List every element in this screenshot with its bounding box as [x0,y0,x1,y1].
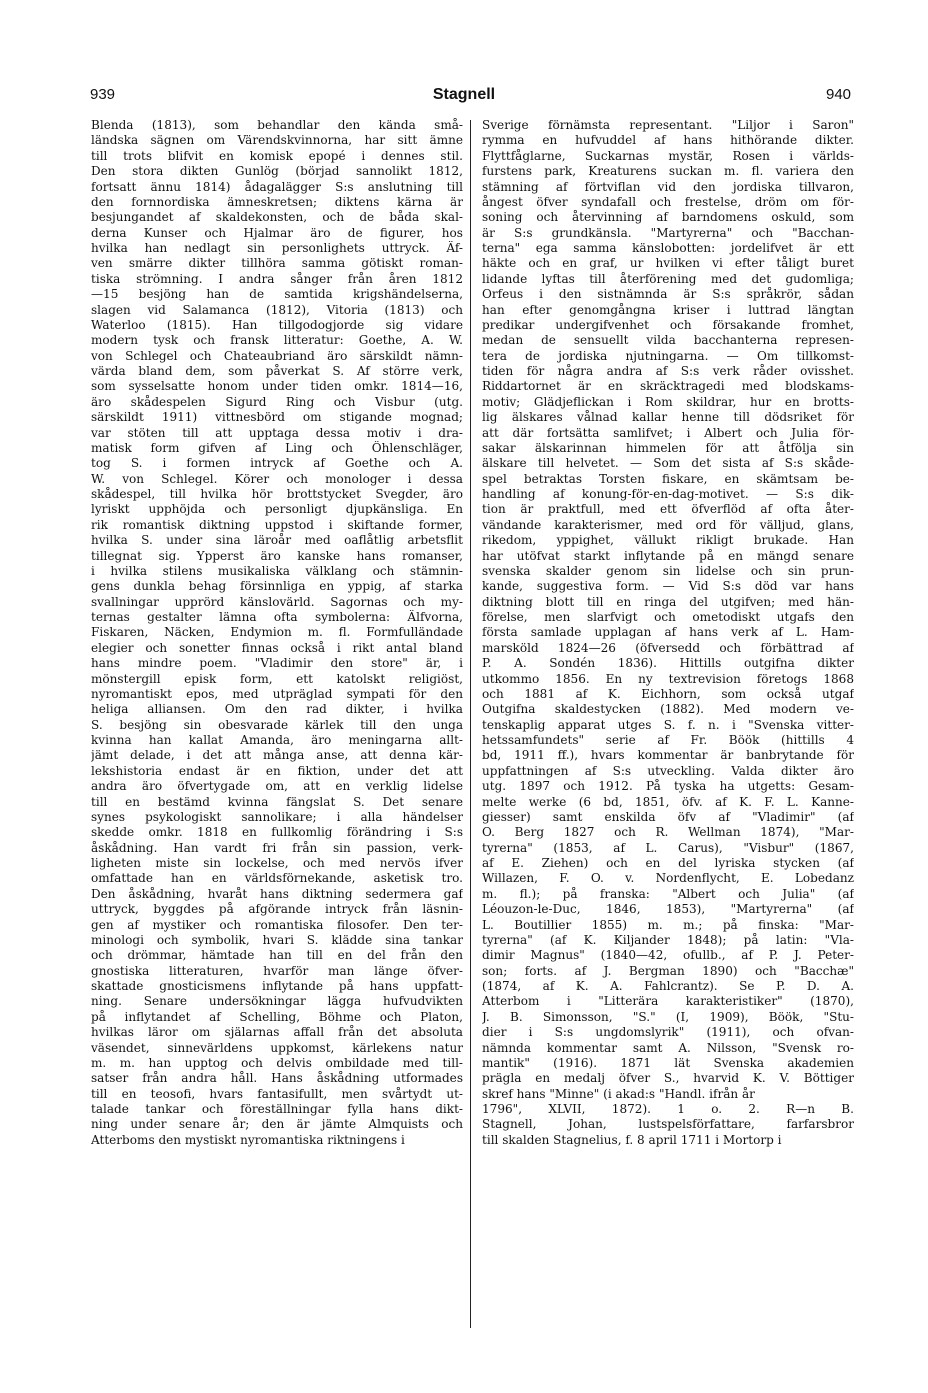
text-line: hans mindre poem. "Vladimir den store" är, i [91,656,463,671]
text-line: synes psykologiskt sannolikare; i alla händelser [91,809,463,824]
text-line: W. von Schlegel. Körer och monologer i dessa [91,471,463,486]
text-line: rik romantisk diktning uppstod i skiftande former, [91,517,463,532]
text-line: jämt delade, i det att många anse, att denna kär- [91,748,463,763]
text-line: förelse, men slarfvigt och ometodiskt utgafs den [482,610,854,624]
text-line: soning och återvinning af barndomens oskuld, som [482,210,854,225]
text-line: elegier och sonetter finnas också i rikt antal bland [91,640,463,655]
text-line: motiv; Glädjeflickan i Rom skildrar, hur en brotts- [482,394,854,409]
text-line: tog S. i formen intryck af Goethe och A. [91,456,463,471]
text-line: ning. Senare undersökningar lägga hufvudvikten [91,994,463,1009]
text-line: älskare till helvetet. — Som det sista af S:s skåde- [482,456,854,471]
text-line: furstens park, Kreaturens suckan m. fl. variera den [482,164,854,179]
page-title: Stagnell [432,86,496,103]
text-line: utkommo 1856. En ny textrevision företogs 1868 [482,671,854,686]
text-line: sakar älskarinnan himmelen för att åtfölja sin [482,440,854,455]
text-line: ternas gestalter lämna ofta symbolerna: Älfvorna, [91,610,463,624]
text-line: Den åskådning, hvaråt hans diktning sedermera gaf [91,886,463,901]
text-line: Outgifna skaldestycken (1882). Med modern ve- [482,702,854,717]
text-line: till en teosofi, hvars fantasifullt, men svårtydt ut- [91,1086,463,1101]
text-line: gnostiska litteraturen, hvarför man länge öfver- [91,963,463,978]
text-line: hvilka S. under sina läroår med oaflåtlig arbetsflit [91,533,463,548]
text-line: heliga alliansen. Om den rad dikter, i hvilka [91,702,463,717]
text-line: lidande lyftas till återförening med det gudomliga; [482,271,854,286]
text-line: satser från andra håll. Hans åskådning utformades [91,1071,463,1086]
text-line: han efter genomgångna kriser i luttrad längtan [482,302,854,317]
text-line: tiden för några andra af S:s verk råder ovisshet. [482,364,854,378]
text-line: äro skådespelen Sigurd Ring och Visbur (utg. [91,394,463,409]
text-line: m. m. han upptog och delvis ombildade med till- [91,1055,463,1070]
text-line: kvinna han kallat Amanda, äro meningarna allt- [91,733,463,747]
text-line: matisk form gifven af Ling och Öhlenschläger, [91,440,463,455]
text-line: som sysselsatte honom under tiden omkr. 1814—16, [91,379,463,394]
text-line: P. A. Sondén 1836). Hittills outgifna dikter [482,656,854,671]
text-line: nyromantiskt epos, med utpräglad sympati för den [91,686,463,701]
text-line: Fiskaren, Näcken, Endymion m. fl. Formfulländade [91,625,463,640]
text-line: stämning af förtviflan vid den jordiska tillvaron, [482,179,854,194]
text-line: Orfeus i den sistnämnda är S:s språkrör, sådan [482,287,854,302]
text-line: terna" ega samma känslobotten: jordelifvet är ett [482,241,854,255]
text-line: lyriskt upphöjda och personligt djupkänsliga. En [91,502,463,517]
text-line: tyrerna" (af K. Kiljander 1848); på latin: "Vla- [482,932,854,947]
text-line: 1796", XLVII, 1872). 1 o. 2. R—n B. [482,1102,854,1116]
text-line: Willazen, F. O. v. Nordenflycht, E. Lobedanz [482,871,854,886]
text-line: Atterboms den mystiskt nyromantiska riktningens i [91,1132,405,1147]
text-line: handling af konung-för-en-dag-motivet. — S:s dik- [482,487,854,501]
text-line: är S:s grundkänsla. "Martyrerna" och "Bacchan- [482,225,854,240]
text-line: utg. 1897 och 1912. På tyska ha utgetts: Gesam- [482,779,854,794]
text-line: gen af mystiker och romantiska filosofer. Den ter- [91,917,463,932]
text-line: andra äro öfvertygade om, att en verklig lidelse [91,779,463,794]
text-line: och 1881 af K. Eichhorn, som också utgaf [482,686,854,701]
text-line: ligheten miste sin lockelse, och med nervös ifver [91,856,463,870]
text-line: talade tankar och föreställningar fylla hans dikt- [91,1102,463,1116]
text-line: dimir Magnus" (1840—42, ofullb., af P. J. Peter- [482,948,854,963]
text-line: rikedom, yppighet, vällukt rikligt brukade. Han [482,533,854,548]
text-line: besjungandet af skaldekonsten, och de båda skal- [91,210,463,225]
text-line: vändande karakterismer, med ord för välljud, glans, [482,517,854,532]
left-page-number: 939 [90,86,116,103]
right-column [482,118,854,1148]
text-line: lekshistoria endast är en fiktion, under det att [91,763,463,778]
text-line: tillegnat sig. Ypperst äro kanske hans romanser, [91,548,463,563]
text-line: S. besjöng sin obesvarade kärlek till den unga [91,717,463,732]
text-line: häkte och en graf, ur hvilken vi efter tåligt buret [482,256,854,271]
text-line: åskådning. Han vardt fri från sin passion, verk- [91,840,463,855]
text-line: rymma en hufvuddel af hans hithörande dikter. [482,133,854,148]
text-line: ångest öfver syndafall och frestelse, dröm om för- [482,194,854,209]
text-line: melte werke (6 bd, 1851, öfv. af K. F. L. Kanne- [482,794,854,809]
text-line: ning under senare år; den är jämte Almquists och [91,1117,463,1132]
text-line: ven smärre dikter tillhöra samma götiskt roman- [91,256,463,271]
text-line: mönstergill episk form, ett katolskt religiöst, [91,671,463,686]
text-line: mantik" (1916). 1871 lät Svenska akademien [482,1055,854,1070]
text-line: Stagnell, Johan, lustspelsförfattare, farfarsbror [482,1117,854,1132]
text-line: —15 besjöng han de samtida krigshändelserna, [91,287,463,302]
text-line: prägla en medalj öfver S., hvarvid K. V. Böttiger [482,1071,854,1086]
text-line: tenskaplig apparat utges S. f. n. i "Svenska vitter- [482,717,854,732]
text-line: diktning blott till en ringa del utgifven; med hän- [482,594,854,609]
text-line: på inflytandet af Schelling, Böhme och Platon, [91,1009,463,1024]
text-line: gens dunkla behag försinnliga en yppig, af starka [91,579,463,594]
text-line: tion är praktfull, med ett öfverflöd af ofta åter- [482,502,854,517]
text-line: Riddartornet är en skräcktragedi med blodskams- [482,379,854,394]
text-line: svenska skalder genom sin lidelse och sin prun- [482,563,854,578]
text-line: son; forts. af J. Bergman 1890) och "Bacchæ" [482,963,854,978]
text-line: till en bestämd kvinna fängslat S. Det senare [91,794,463,809]
text-line: i hvilka stilens musikaliska välklang och stämnin- [91,563,463,578]
text-line: Flyttfåglarne, Suckarnas mystär, Rosen i världs- [482,148,854,163]
text-line: till skalden Stagnelius, f. 8 april 1711 i Mortorp i [482,1132,782,1147]
text-line: dier i S:s ungdomslyrik" (1911), och ofvan- [482,1025,854,1040]
text-line: bd, 1911 ff.), hvars kommentar är banbrytande för [482,748,854,763]
right-page-number: 940 [826,86,852,103]
text-line: och drömmar, hämtade han till en del från den [91,948,463,963]
text-line: Blenda (1813), som behandlar den kända små- [91,118,463,132]
text-line: modern tysk och fransk litteratur: Goethe, A. W. [91,333,463,348]
text-line: att där fortsätta samlifvet; i Albert och Julia för- [482,425,854,440]
text-line: svallningar upprörd känslovärld. Sagornas och my- [91,594,463,609]
text-line: predikar undergifvenhet och försakande fromhet, [482,317,854,332]
text-line: nämnda kommentar samt A. Nilsson, "Svensk ro- [482,1040,854,1055]
text-line: första samlade upplagan af hans verk af L. Ham- [482,625,854,640]
text-line: skref hans "Minne" (i akad:s "Handl. ifrån år [482,1086,755,1101]
text-line: spel betraktas Torsten fiskare, en skämtsam be- [482,471,854,486]
text-line: Atterbom i "Litterära karakteristiker" (1870), [482,994,854,1009]
text-line: hvilka han nedlagt sin personlighets uttryck. Äf- [91,241,463,255]
text-line: Waterloo (1815). Han tillgodogjorde sig vidare [91,317,463,332]
text-line: särskildt 1911) vittnesbörd om stigande mognad; [91,410,463,425]
left-column [91,118,463,1148]
column-divider [470,120,471,1328]
text-line: väsendet, sinnevärldens uppkomst, kärlekens natur [91,1040,463,1055]
text-line: medan de sensuellt vilda bacchanterna represen- [482,333,854,348]
text-line: kande, suggestiva form. — Vid S:s död var hans [482,579,854,594]
text-line: tera de jordiska njutningarna. — Om tillkomst- [482,348,854,363]
text-line: var stöten till att upptaga dessa motiv i dra- [91,425,463,440]
text-line: tyrerna" (1853, af L. Carus), "Visbur" (1867, [482,840,854,855]
text-line: tiska strömning. I andra sånger från åren 1812 [91,271,463,286]
text-line: värda bland dem, som påverkat S. Af större verk, [91,364,463,378]
text-line: O. Berg 1827 och R. Wellman 1874), "Mar- [482,825,854,840]
text-line: den fornnordiska ämneskretsen; diktens kärna är [91,194,463,209]
text-line: (1874, af K. A. Fahlcrantz). Se P. D. A. [482,979,854,993]
text-line: uttryck, byggdes på afgörande intryck från läsnin- [91,902,463,917]
text-line: har utöfvat starkt inflytande på en mängd senare [482,548,854,563]
text-line: af E. Ziehen) och en del lyriska stycken (af [482,856,854,870]
text-line: omfattade han en världsförnekande, asketisk tro. [91,871,463,886]
text-line: skådespel, till hvilka hör brottstycket Svegder, äro [91,487,463,501]
text-line: lig älskares vålnad kallar henne till dödsriket för [482,410,854,425]
text-line: J. B. Simonsson, "S." (I, 1909), Böök, "Stu- [482,1009,854,1024]
text-line: Den stora dikten Gunlög (börjad sannolikt 1812, [91,164,463,179]
text-line: giesser) samt enskilda öfv af "Vladimir" (af [482,809,854,824]
text-line: skattade gnosticismens inflytande på hans uppfatt- [91,979,463,993]
text-line: uppfattningen af S:s utveckling. Valda dikter äro [482,763,854,778]
text-line: skedde omkr. 1818 en fullkomlig förändring i S:s [91,825,463,840]
text-line: Léouzon-le-Duc, 1846, 1853), "Martyrerna" (af [482,902,854,917]
text-line: derna Kunser och Hjalmar äro de figurer, hos [91,225,463,240]
text-line: till trots blifvit en komisk epopé i dennes stil. [91,148,463,163]
text-line: ländska sägnen om Värendskvinnorna, har sitt ämne [91,133,463,148]
text-line: hetssamfundets" serie af Fr. Böök (hittills 4 [482,733,854,747]
text-line: von Schlegel och Chateaubriand äro särskildt nämn- [91,348,463,363]
text-line: fortsatt ännu 1814) ådagalägger S:s anslutning till [91,179,463,194]
text-line: m. fl.); på franska: "Albert och Julia" (af [482,886,854,901]
text-line: slagen vid Salamanca (1812), Vitoria (1813) och [91,302,463,317]
text-line: minologi och symbolik, hvari S. klädde sina tankar [91,932,463,947]
text-line: Sverige förnämsta representant. "Liljor i Saron" [482,118,854,132]
text-line: hvilkas läror om själarnas affall från det absoluta [91,1025,463,1040]
text-line: marsköld 1824—26 (öfversedd och förbättrad af [482,640,854,655]
text-line: L. Boutillier 1855) m. m.; på finska: "Mar- [482,917,854,932]
